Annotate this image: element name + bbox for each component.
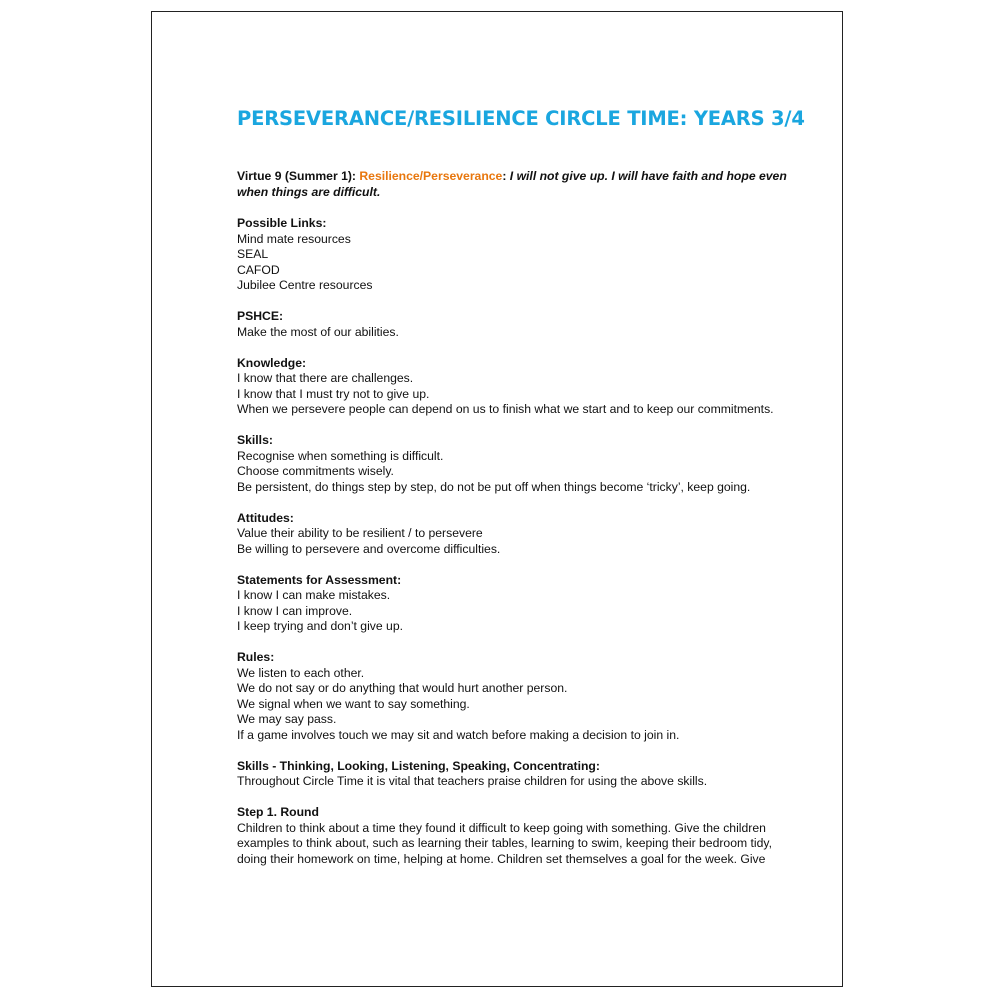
list-item: Be persistent, do things step by step, do not be put off when things become ‘tricky’, keep going. — [237, 479, 751, 494]
virtue-name: Resilience/Perseverance — [359, 169, 503, 183]
list-item: Jubilee Centre resources — [237, 278, 373, 292]
list-item: I know I can make mistakes. — [237, 588, 391, 602]
list-item: Throughout Circle Time it is vital that teachers praise children for using the above skills. — [237, 774, 708, 788]
section-knowledge — [237, 356, 797, 418]
section-skills-thinking — [237, 759, 797, 790]
virtue-label: Virtue 9 (Summer 1): — [237, 169, 360, 183]
list-item: We do not say or do anything that would hurt another person. — [237, 681, 568, 695]
section-possible-links — [237, 216, 797, 294]
section-skills — [237, 433, 797, 495]
list-item: We signal when we want to say something. — [237, 696, 470, 711]
list-item: Value their ability to be resilient / to persevere — [237, 526, 483, 540]
virtue-promise: I will not give up. I will have faith and hope even when things are difficult. — [237, 169, 787, 199]
list-item: I keep trying and don’t give up. — [237, 619, 403, 633]
step-paragraph: Children to think about a time they found it difficult to keep going with something. Give the children examples to think about, such as learning their tables, learning to swim, keeping their bedroom tidy, doing their homework on time, helping at home. Children set themselves a goal for the week. Give — [237, 820, 772, 866]
list-item: I know that there are challenges. — [237, 371, 414, 385]
section-heading: Attitudes: — [237, 510, 294, 525]
list-item: Choose commitments wisely. — [237, 464, 394, 478]
virtue-statement — [237, 168, 797, 200]
section-step-1 — [237, 805, 797, 867]
list-item: Mind mate resources — [237, 231, 351, 246]
section-assessment — [237, 573, 797, 635]
list-item: We may say pass. — [237, 712, 337, 726]
list-item: When we persevere people can depend on us to finish what we start and to keep our commitments. — [237, 402, 774, 416]
section-pshce — [237, 309, 797, 340]
section-heading: Skills - Thinking, Looking, Listening, Speaking, Concentrating: — [237, 758, 600, 773]
list-item: Be willing to persevere and overcome difficulties. — [237, 541, 501, 556]
document-page — [151, 11, 843, 987]
section-rules — [237, 650, 797, 743]
list-item: SEAL — [237, 247, 269, 261]
section-heading: Step 1. Round — [237, 805, 319, 819]
list-item: Recognise when something is difficult. — [237, 448, 444, 463]
list-item: We listen to each other. — [237, 665, 365, 680]
section-attitudes — [237, 511, 797, 558]
section-heading: Rules: — [237, 650, 275, 664]
section-heading: Skills: — [237, 433, 273, 447]
page-title: PERSEVERANCE/RESILIENCE CIRCLE TIME: YEARS 3/4 — [237, 107, 805, 130]
section-heading: PSHCE: — [237, 309, 284, 323]
list-item: Make the most of our abilities. — [237, 324, 399, 339]
section-heading: Possible Links: — [237, 216, 327, 230]
list-item: CAFOD — [237, 262, 280, 277]
list-item: I know that I must try not to give up. — [237, 386, 430, 401]
list-item: I know I can improve. — [237, 603, 353, 618]
section-heading: Statements for Assessment: — [237, 572, 402, 587]
page-content — [237, 107, 805, 883]
list-item: If a game involves touch we may sit and watch before making a decision to join in. — [237, 727, 680, 742]
virtue-colon: : — [502, 169, 510, 183]
section-heading: Knowledge: — [237, 355, 307, 370]
